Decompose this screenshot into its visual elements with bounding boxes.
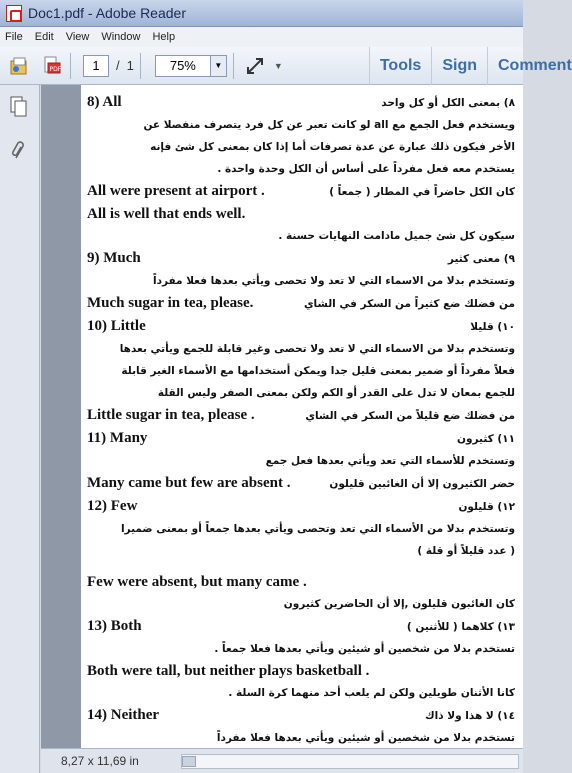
english-text: Both were tall, but neither plays basketball . [87, 663, 370, 679]
fit-window-icon [245, 56, 265, 76]
text-line [87, 91, 515, 114]
english-text: 14) Neither [87, 707, 160, 723]
menu-help[interactable]: Help [152, 31, 176, 43]
arabic-text: يستخدم معه فعل مفرداً على أساس أن الكل وحدة واحدة . [217, 163, 515, 175]
arabic-text: سيكون كل شئ جميل مادامت النهايات حسنة . [278, 230, 515, 242]
text-line [87, 247, 515, 270]
zoom-value: 75% [169, 58, 196, 73]
page-number-input[interactable]: 1 [83, 55, 109, 77]
arabic-text: ١٤) لا هذا ولا ذاك [425, 710, 515, 722]
save-button[interactable] [6, 53, 32, 79]
text-line [87, 315, 515, 338]
adobe-reader-icon [6, 5, 22, 22]
arabic-text: من فضلك ضع قليلاً من السكر في الشاي [305, 410, 515, 422]
menu-edit[interactable]: Edit [34, 31, 54, 43]
pages-icon[interactable] [9, 95, 29, 119]
english-text: 9) Much [87, 250, 141, 266]
comment-button[interactable]: Comment [487, 47, 523, 85]
text-line [87, 704, 515, 727]
menu-bar [0, 27, 523, 47]
english-text: Many came but few are absent . [87, 475, 291, 491]
menu-view[interactable]: View [65, 31, 90, 43]
tools-button[interactable]: Tools [369, 47, 431, 85]
zoom-select[interactable] [155, 55, 227, 77]
svg-text:PDF: PDF [49, 65, 62, 73]
arabic-text: تستخدم بدلا من شخصين أو شيئين ويأتي بعدها فعلا مفرداً [216, 732, 515, 744]
toolbar [0, 47, 572, 85]
arabic-text: كانا الأثنان طويلين ولكن لم يلعب أحد منهما كرة السلة . [228, 687, 515, 699]
status-bar [41, 748, 523, 773]
scrollbar-thumb[interactable] [182, 756, 196, 767]
arabic-text: كان الكل حاضراً في المطار ( جمعاً ) [329, 186, 515, 198]
toolbar-separator [70, 53, 71, 79]
arabic-text: ( عدد قليلاً أو قلة ) [417, 545, 515, 557]
english-text: 13) Both [87, 618, 142, 634]
english-text: Much sugar in tea, please. [87, 295, 254, 311]
text-line [87, 180, 515, 203]
print-icon [40, 55, 62, 77]
text-line [87, 404, 515, 427]
arabic-text: ٨) بمعنى الكل أو كل واحد [381, 97, 515, 109]
toolbar-overflow-icon[interactable]: ▼ [273, 60, 283, 71]
arabic-text: من فضلك ضع كثيراً من السكر في الشاي [303, 298, 515, 310]
page-size-readout: 8,27 x 11,69 in [61, 754, 139, 768]
menu-file[interactable]: File [5, 31, 23, 43]
arabic-text: ٩) معنى كثير [447, 253, 515, 265]
english-text: Little sugar in tea, please . [87, 407, 255, 423]
navigation-panel [0, 85, 40, 773]
document-area[interactable] [41, 85, 523, 748]
arabic-text: وتستخدم بدلا من الاسماء التي لا تعد ولا تحصى وغير قابلة للجمع ويأتي بعدها [119, 343, 515, 355]
page-count: 1 [126, 58, 134, 73]
toolbar-separator [233, 53, 234, 79]
page-separator: / [116, 58, 120, 73]
window-title: Doc1.pdf - Adobe Reader [28, 5, 186, 21]
arabic-text: الأخر فيكون ذلك عبارة عن عدة تصرفات أما إذا كان بمعنى كل شئ فإنه [150, 141, 515, 153]
text-line [87, 615, 515, 638]
text-line [87, 472, 515, 495]
toolbar-separator [140, 53, 141, 79]
english-text: All were present at airport . [87, 183, 265, 199]
text-line [87, 292, 515, 315]
paragraph-gap [87, 562, 515, 571]
english-text: All is well that ends well. [87, 206, 246, 222]
text-line [87, 495, 515, 518]
arabic-text: ويستخدم فعل الجمع مع all لو كانت تعبر عن كل فرد يتصرف منفصلا عن [143, 119, 515, 131]
arabic-text: ١١) كثيرون [457, 433, 515, 445]
english-text: 8) All [87, 94, 122, 110]
arabic-text: ١٣) كلاهما ( للأثنين ) [406, 621, 515, 633]
english-text: 12) Few [87, 498, 138, 514]
arabic-text: ١٢) قليلون [458, 501, 515, 513]
arabic-text: وتستخدم للأسماء التي تعد ويأتي بعدها فعل جمع [265, 455, 515, 467]
arabic-text: وتستخدم بدلا من الأسماء التي تعد وتحصى ويأتي بعدها جمعاً أو بمعنى ضميرا [120, 523, 515, 535]
english-text: 11) Many [87, 430, 148, 446]
arabic-text: فعلاً مفرداً أو ضمير بمعنى قليل جدا ويمكن أستخدامها مع الأسماء الغير قابلة [121, 365, 515, 377]
sign-button[interactable]: Sign [431, 47, 487, 85]
english-text: Few were absent, but many came . [87, 574, 307, 590]
menu-window[interactable]: Window [101, 31, 141, 43]
arabic-text: وتستخدم بدلا من الاسماء التي لا تعد ولا تحصى ويأتي بعدها فعلا مفرداً [152, 275, 515, 287]
english-text: 10) Little [87, 318, 146, 334]
title-bar [0, 0, 523, 27]
horizontal-scrollbar[interactable] [181, 754, 519, 769]
pdf-page [81, 85, 523, 748]
arabic-text: كان الغائبون قليلون ,إلا أن الحاضرين كثيرون [283, 598, 515, 610]
paperclip-icon[interactable] [9, 139, 29, 163]
save-icon [8, 55, 30, 77]
print-button[interactable] [38, 53, 64, 79]
fit-window-button[interactable] [242, 53, 268, 79]
arabic-text: حضر الكثيرون إلا أن الغائبين قليلون [329, 478, 515, 490]
arabic-text: ١٠) قليلا [470, 321, 515, 333]
text-line [87, 427, 515, 450]
chevron-down-icon[interactable]: ▼ [210, 56, 226, 76]
arabic-text: للجمع بمعان لا تدل على القدر أو الكم ولكن بمعنى الصفر وليس القلة [157, 387, 515, 399]
arabic-text: تستخدم بدلا من شخصين أو شيئين ويأتي بعدها فعلا جمعاً . [214, 643, 515, 655]
